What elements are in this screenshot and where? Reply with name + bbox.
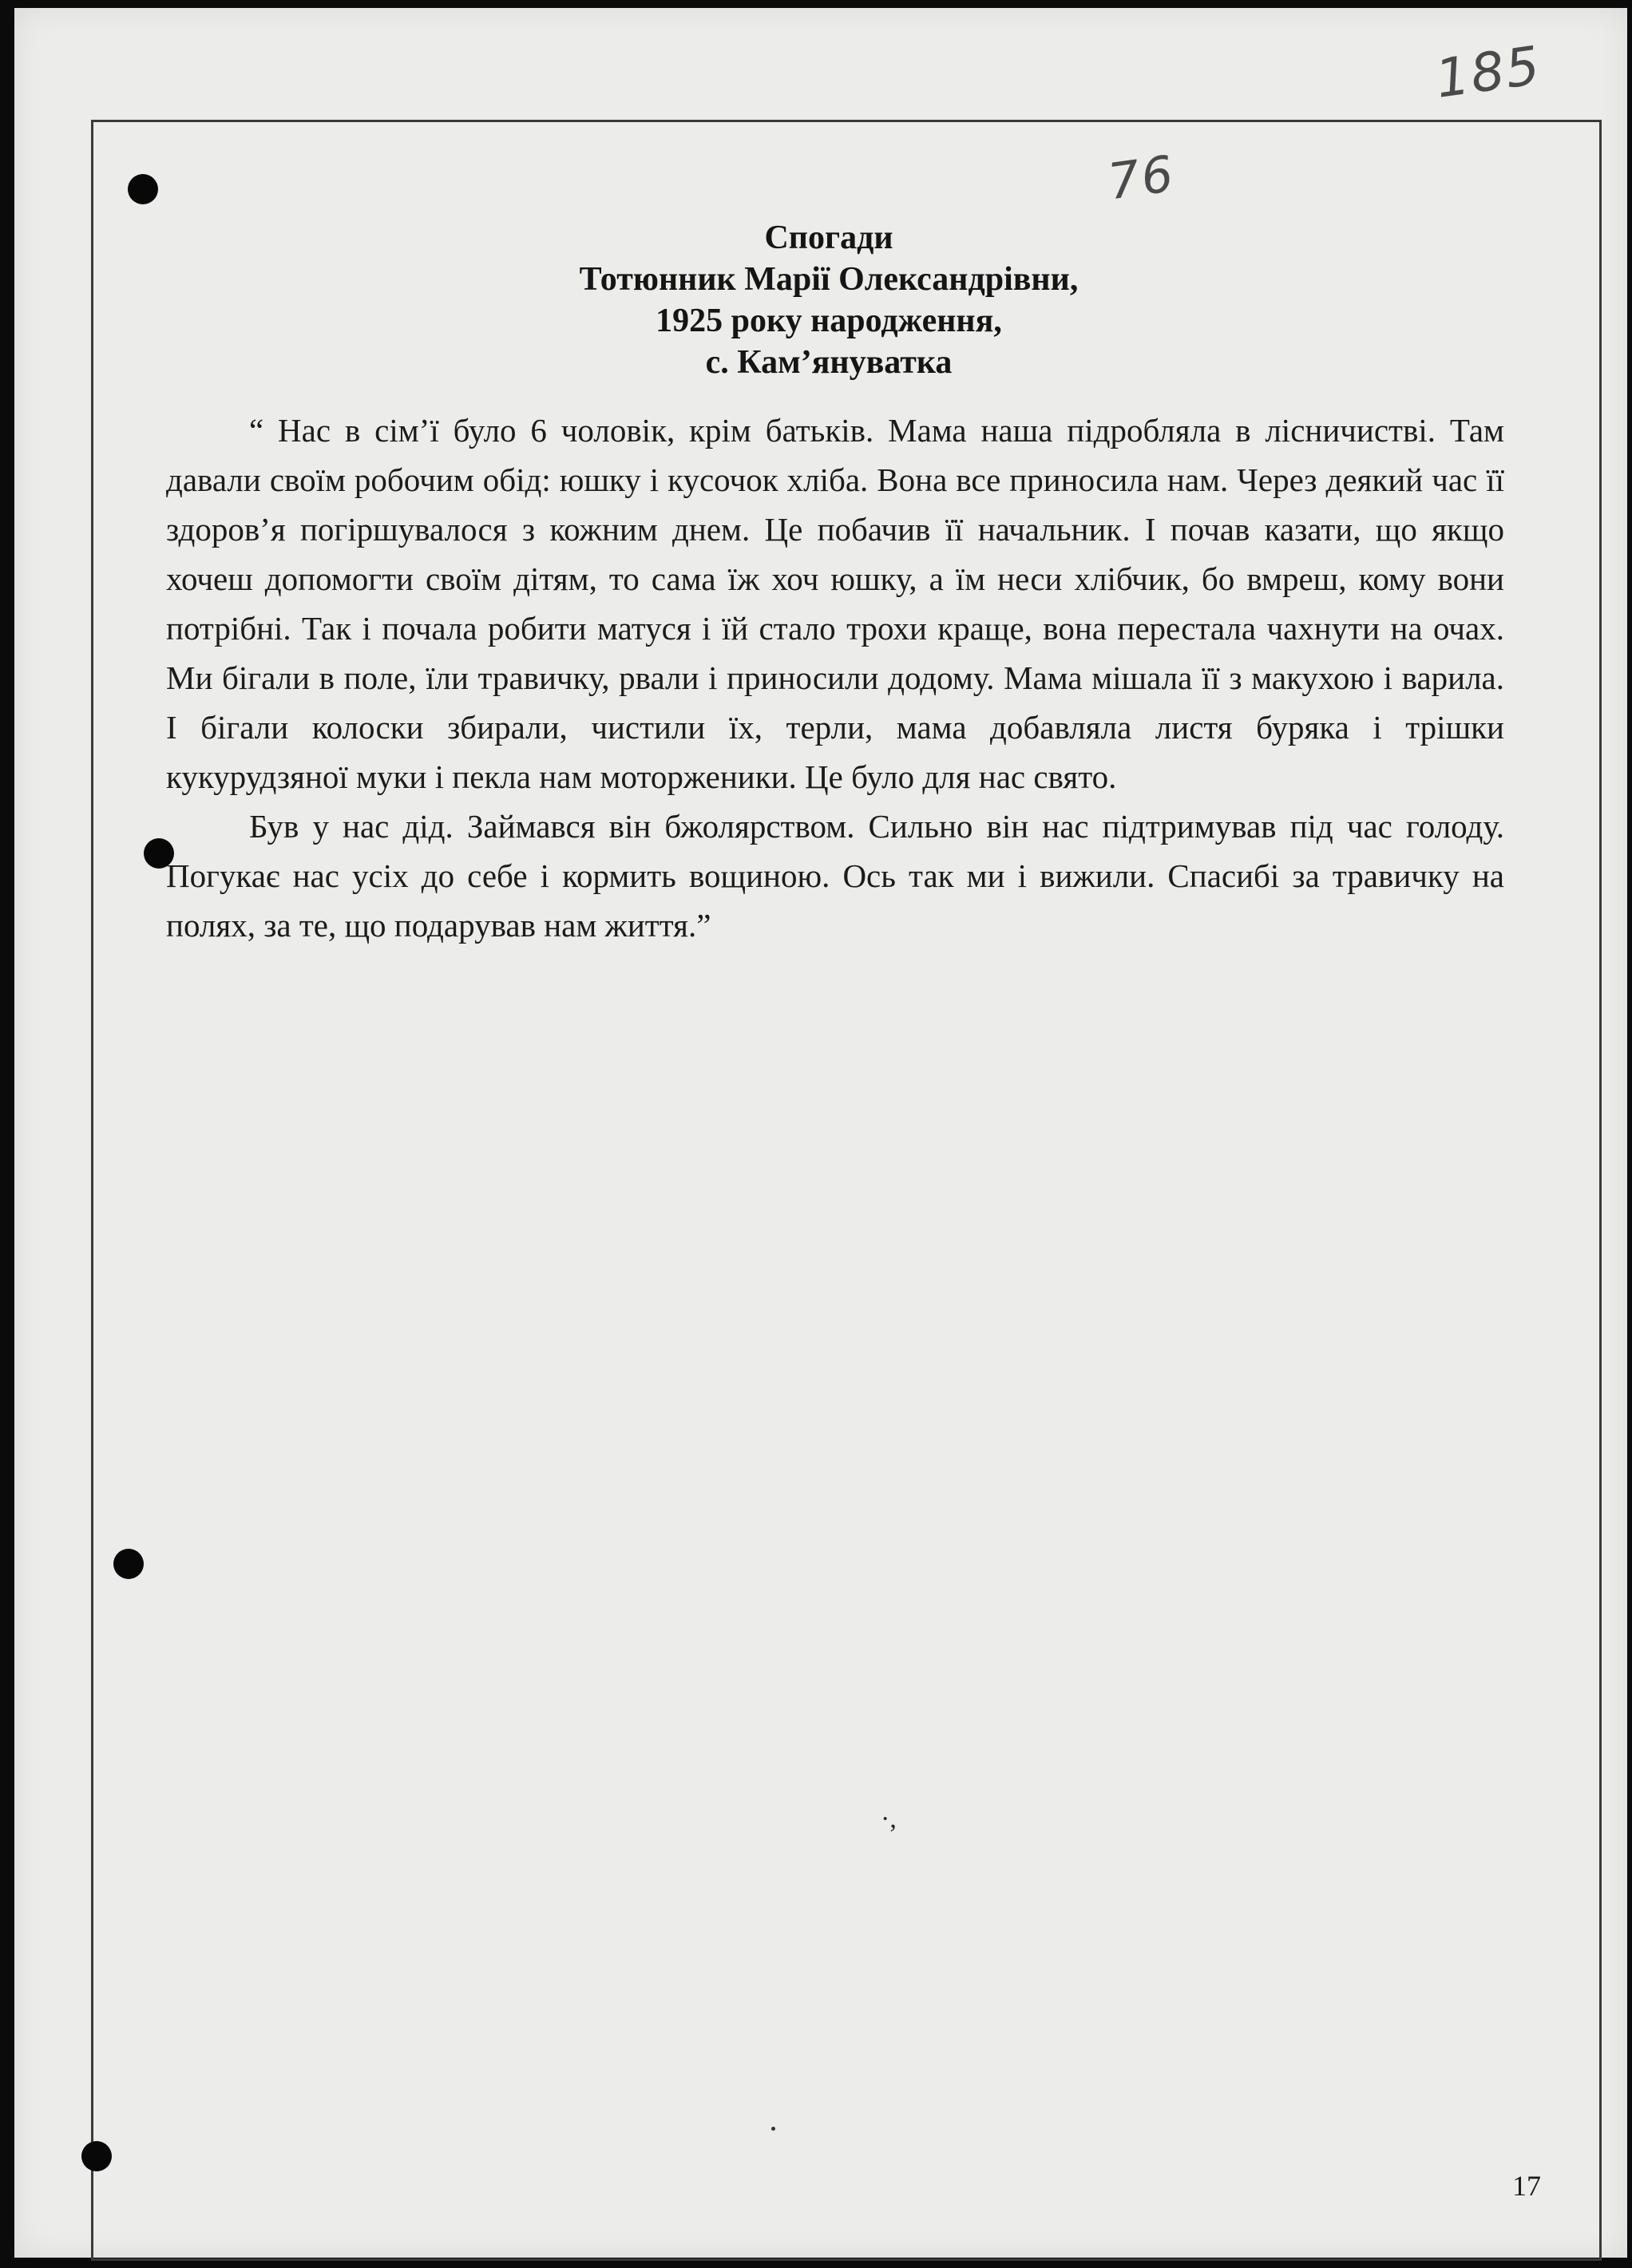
punch-hole (113, 1549, 144, 1579)
document-heading (174, 217, 1483, 383)
document-sheet (14, 8, 1627, 2258)
heading-line: с. Кам’януватка (705, 344, 953, 381)
archive-number: 185 (1432, 34, 1545, 110)
heading-line: Спогади (764, 220, 893, 256)
paragraph: Був у нас дід. Займався він бжолярством. Сильно він нас підтримував під час голоду. Погукає нас усіх до себе і кормить вощиною. Ось так ми і вижили. Спасибі за травичку на полях, за те, що подарував нам життя.” (166, 808, 1504, 944)
heading-line: Тотюнник Марії Олександрівни, (579, 261, 1079, 298)
stray-dot (771, 2127, 775, 2131)
page-number: 17 (1512, 2170, 1541, 2202)
heading-line: 1925 року народження, (656, 303, 1002, 339)
handwritten-page-mark: 76 (1104, 144, 1178, 212)
punch-hole (81, 2141, 112, 2171)
punch-hole (128, 174, 158, 204)
paragraph: “ Нас в сім’ї було 6 чоловік, крім батьків. Мама наша підробляла в лісничистві. Там давали своїм робочим обід: юшку і кусочок хліба. Вона все приносила нам. Через деякий час її здоров’я погіршувалося з кожним днем. Це побачив її начальник. І почав казати, що якщо хочеш допомогти своїм дітям, то сама їж хоч юшку, а їм неси хлібчик, бо вмреш, кому вони потрібні. Так і почала робити матуся і їй стало трохи краще, вона перестала чахнути на очах. Ми бігали в поле, їли травичку, рвали і приносили додому. Мама мішала її з макухою і варила. І бігали колоски збирали, чистили їх, терли, мама добавляла листя буряка і трішки кукурудзяної муки і пекла нам моторженики. Це було для нас свято. (166, 412, 1504, 795)
stray-mark: ·, (881, 1804, 897, 1834)
memoir-text (166, 406, 1504, 950)
